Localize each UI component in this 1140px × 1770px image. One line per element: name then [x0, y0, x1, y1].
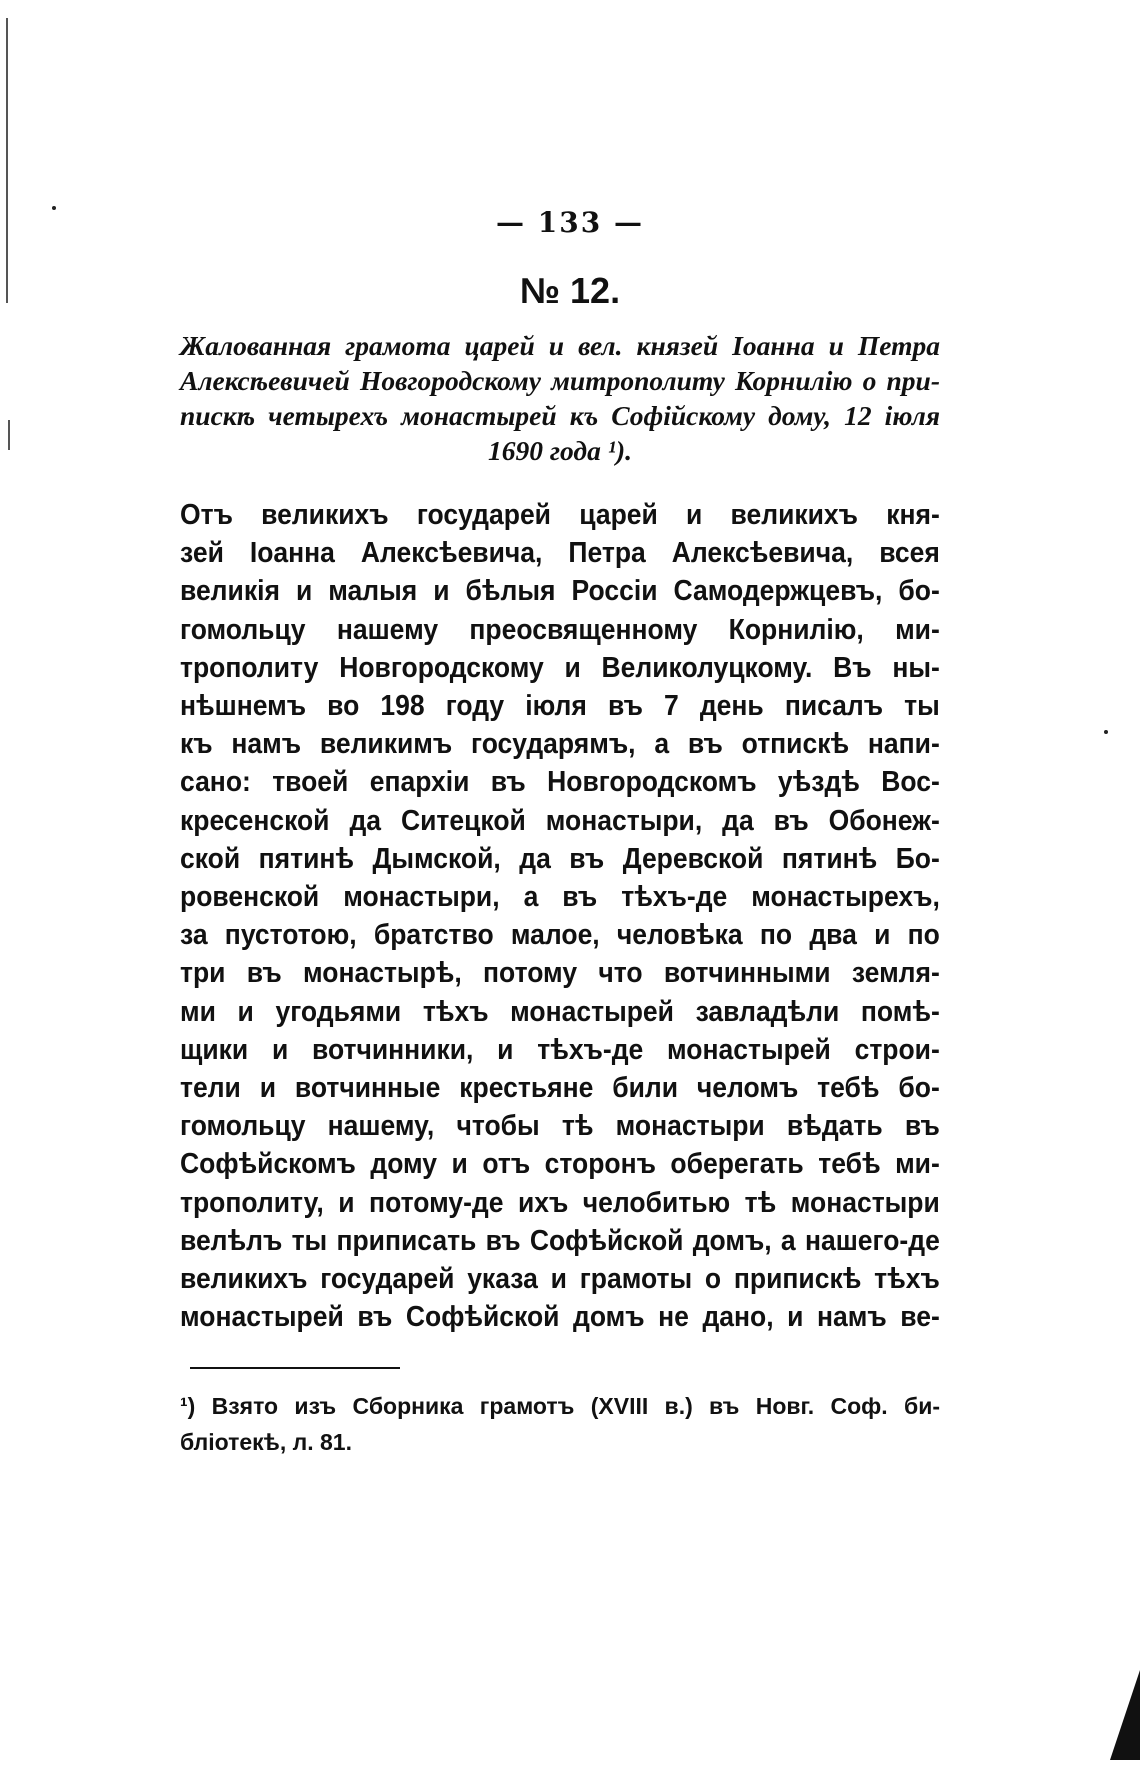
body-line: ской пятинѣ Дымской, да въ Деревской пятинѣ Бо- — [180, 842, 940, 875]
body-line: за пустотою, братство малое, человѣка по два и по — [180, 919, 940, 952]
footnote-line: бліотекѣ, л. 81. — [180, 1429, 352, 1455]
body-line: Отъ великихъ государей царей и великихъ кня- — [180, 499, 940, 531]
document-number: № 12. — [519, 270, 621, 311]
body-line: гомольцу нашему, чтобы тѣ монастыри вѣдать въ — [180, 1110, 940, 1143]
body-line: къ намъ великимъ государямъ, а въ отпискѣ напи- — [180, 728, 940, 761]
body-line: щики и вотчинники, и тѣхъ-де монастырей строи- — [180, 1033, 940, 1066]
footnote-divider — [190, 1367, 400, 1369]
scan-edge-line — [6, 18, 8, 303]
body-line: кресенской да Ситецкой монастыри, да въ Обонеж- — [180, 804, 940, 837]
body-line: Софѣйскомъ дому и отъ сторонъ оберегать тебѣ ми- — [180, 1148, 940, 1181]
document-title — [180, 328, 940, 468]
body-line: трополиту Новгородскому и Великолуцкому. Въ ны- — [180, 651, 940, 684]
body-line: трополиту, и потому-де ихъ челобитью тѣ монастыри — [180, 1186, 940, 1219]
body-line: сано: твоей епархіи въ Новгородскомъ уѣздѣ Вос- — [180, 766, 940, 799]
scan-corner-mark — [1110, 1670, 1140, 1760]
title-line: Алексѣевичей Новгородскому митрополиту Корнилію о при- — [180, 365, 940, 396]
body-line: великихъ государей указа и грамоты о припискѣ тѣхъ — [180, 1263, 940, 1296]
body-line: нѣшнемъ во 198 году іюля въ 7 день писалъ ты — [180, 690, 940, 723]
scan-edge-line — [8, 420, 10, 450]
body-line: тели и вотчинные крестьяне били челомъ тебѣ бо- — [180, 1072, 940, 1105]
body-line: монастырей въ Софѣйской домъ не дано, и намъ ве- — [180, 1301, 940, 1334]
title-line: Жалованная грамота царей и вел. князей Іоанна и Петра — [180, 330, 940, 361]
title-line: 1690 года ¹). — [488, 435, 632, 466]
body-line: велѣлъ ты приписать въ Софѣйской домъ, а нашего-де — [180, 1224, 940, 1257]
body-line: ровенской монастыри, а въ тѣхъ-де монастырехъ, — [180, 881, 940, 914]
body-line: великія и малыя и бѣлыя Россіи Самодержцевъ, бо- — [180, 575, 940, 608]
footnote — [180, 1388, 940, 1460]
scan-speck — [1104, 730, 1108, 734]
body-text — [180, 496, 940, 1336]
body-line: ми и угодьями тѣхъ монастырей завладѣли помѣ- — [180, 995, 940, 1028]
body-line: гомольцу нашему преосвященному Корнилію, ми- — [180, 613, 940, 646]
footnote-line: ¹) Взято изъ Сборника грамотъ (XVIII в.) въ Новг. Соф. би- — [180, 1393, 940, 1419]
body-line: три въ монастырѣ, потому что вотчинными земля- — [180, 957, 940, 990]
page-number: — 133 — — [496, 206, 644, 239]
title-line: пискѣ четырехъ монастырей къ Софійскому дому, 12 іюля — [180, 400, 940, 431]
body-line: зей Іоанна Алексѣевича, Петра Алексѣевича, всея — [180, 537, 940, 570]
